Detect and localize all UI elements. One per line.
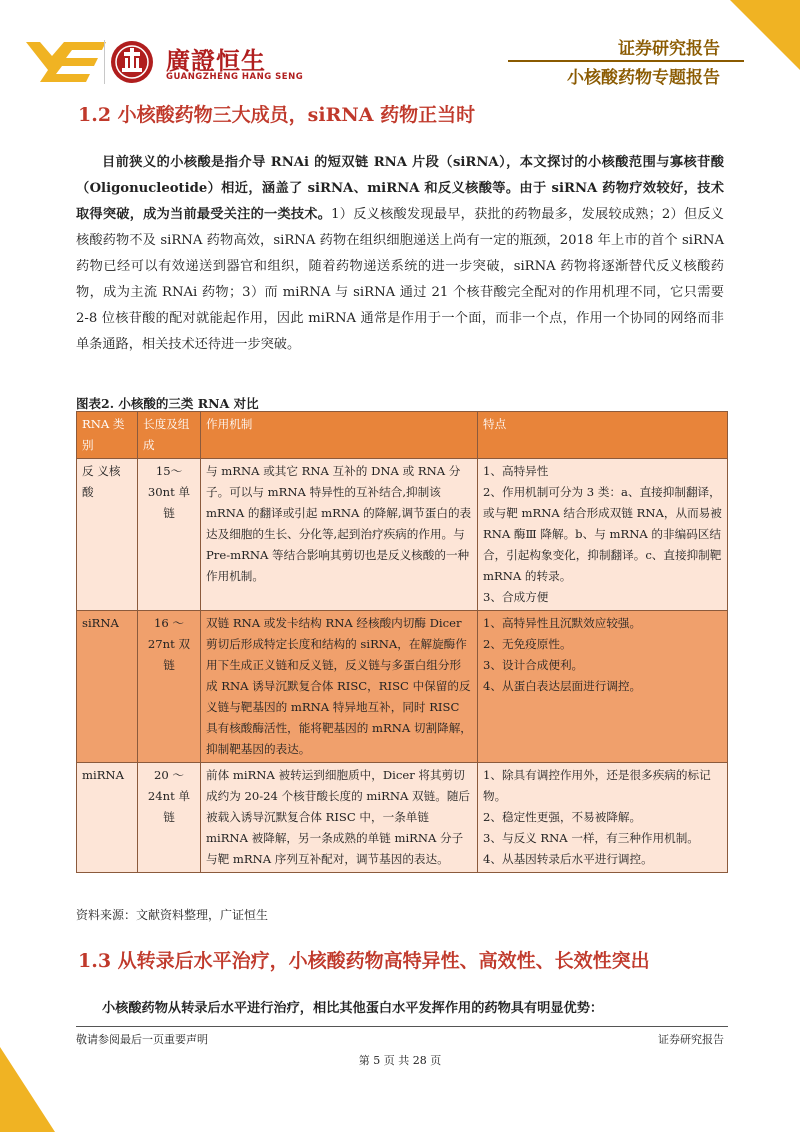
header-mechanism: 作用机制 (201, 412, 478, 459)
body-paragraph-1-2 (76, 150, 724, 358)
table-source: 资料来源：文献资料整理，广证恒生 (76, 908, 269, 922)
section-title-1-3: 1.3 从转录后水平治疗，小核酸药物高特异性、高效性、长效性突出 (78, 950, 650, 972)
feature-item: 2、无免疫原性。 (483, 637, 572, 651)
cell-rna-type: 反 义核酸 (77, 459, 138, 611)
paragraph-bold-lead: 目前狭义的小核酸是指介导 RNAi 的短双链 RNA 片段（siRNA），本文探讨的小核酸范围与寡核苷酸（Oligonucleotide）相近，涵盖了 siRNA、miRNA 和反义核酸等。由于 siRNA 药物疗效较好，技术取得突破，成为当前最受关注的一类技术。 (76, 155, 724, 222)
paragraph-rest: 1）反义核酸发现最早，获批的药物最多，发展较成熟；2）但反义核酸药物不及 siRNA 药物高效，siRNA 药物在组织细胞递送上尚有一定的瓶颈，2018 年上市的首个 siRNA 药物已经可以有效递送到器官和组织，随着药物递送系统的进一步突破，siRNA 药物将逐渐替代反义核酸药物，成为主流 RNAi 药物；3）而 miRNA 与 siRNA 通过 21 个核苷酸完全配对的作用机理不同，它只需要 2-8 位核苷酸的配对就能起作用，因此 miRNA 通常是作用于一个面，而非一个点，作用一个协同的网络而非单条通路，相关技术还待进一步突破。 (76, 207, 724, 352)
table-header-row (77, 412, 728, 459)
feature-item: 1、高特异性 (483, 464, 549, 478)
table-row (77, 763, 728, 873)
footer-divider (76, 1026, 728, 1027)
cell-rna-type: siRNA (77, 611, 138, 763)
section-title-1-2: 1.2 小核酸药物三大成员，siRNA 药物正当时 (78, 104, 476, 126)
rna-comparison-table (76, 411, 728, 873)
header-features: 特点 (478, 412, 728, 459)
cell-features (478, 611, 728, 763)
cell-mechanism: 与 mRNA 或其它 RNA 互补的 DNA 或 RNA 分子。可以与 mRNA 特异性的互补结合,抑制该 mRNA 的翻译或引起 mRNA 的降解,调节蛋白的表达及细胞的生长、分化等,起到治疗疾病的作用。与 Pre-mRNA 等结合影响其剪切也是反义核酸的一种作用机制。 (201, 459, 478, 611)
report-title: 小核酸药物专题报告 (567, 68, 720, 88)
cell-features (478, 459, 728, 611)
cell-features (478, 763, 728, 873)
feature-item: 1、除具有调控作用外，还是很多疾病的标记物。 (483, 768, 711, 803)
cell-mechanism: 前体 miRNA 被转运到细胞质中，Dicer 将其剪切成约为 20-24 个核苷酸长度的 miRNA 双链。随后被载入诱导沉默复合体 RISC 中，一条单链 miRNA 被降解，另一条成熟的单链 miRNA 分子与靶 mRNA 序列互补配对，调节基因的表达。 (201, 763, 478, 873)
report-type: 证券研究报告 (618, 39, 720, 59)
header-rna-type: RNA 类别 (77, 412, 138, 459)
feature-item: 4、从基因转录后水平进行调控。 (483, 852, 653, 866)
feature-item: 1、高特异性且沉默效应较强。 (483, 616, 642, 630)
header-divider (508, 60, 744, 62)
footer-disclaimer: 敬请参阅最后一页重要声明 (76, 1033, 208, 1046)
logo-separator (104, 40, 105, 84)
feature-item: 3、合成方便 (483, 590, 549, 604)
brand-subtitle: GUANGZHENG HANG SENG (166, 72, 304, 82)
cell-rna-type: miRNA (77, 763, 138, 873)
company-emblem-icon (110, 38, 154, 86)
cell-length: 20 ～24nt 单链 (138, 763, 201, 873)
table-row (77, 611, 728, 763)
header-length: 长度及组成 (138, 412, 201, 459)
feature-item: 2、作用机制可分为 3 类：a、直接抑制翻译，或与靶 mRNA 结合形成双链 RNA，从而易被 RNA 酶Ⅲ 降解。b、与 mRNA 的非编码区结合，引起构象变化，抑制翻译。c、直接抑制靶 mRNA 的转录。 (483, 485, 722, 583)
brand-name: 廣證恒生 (166, 47, 266, 75)
feature-item: 3、设计合成便利。 (483, 658, 584, 672)
body-paragraph-1-3: 小核酸药物从转录后水平进行治疗，相比其他蛋白水平发挥作用的药物具有明显优势： (102, 1001, 604, 1016)
feature-item: 2、稳定性更强，不易被降解。 (483, 810, 642, 824)
footer-report-type: 证券研究报告 (658, 1033, 724, 1046)
cell-mechanism: 双链 RNA 或发卡结构 RNA 经核酸内切酶 Dicer 剪切后形成特定长度和结构的 siRNA，在解旋酶作用下生成正义链和反义链，反义链与多蛋白组分形成 RNA 诱导沉默复合体 RISC，RISC 中保留的反义链与靶基因的 mRNA 特异地互补，同时 RISC 具有核酸酶活性，能将靶基因的 mRNA 切割降解，抑制靶基因的表达。 (201, 611, 478, 763)
table-caption: 图表2. 小核酸的三类 RNA 对比 (76, 396, 259, 411)
table-row (77, 459, 728, 611)
cell-length: 16 ～27nt 双链 (138, 611, 201, 763)
feature-item: 4、从蛋白表达层面进行调控。 (483, 679, 642, 693)
feature-item: 3、与反义 RNA 一样，有三种作用机制。 (483, 831, 699, 845)
ye-logo-icon (26, 42, 106, 82)
cell-length: 15～30nt 单链 (138, 459, 201, 611)
page-number: 第 5 页 共 28 页 (358, 1054, 442, 1067)
